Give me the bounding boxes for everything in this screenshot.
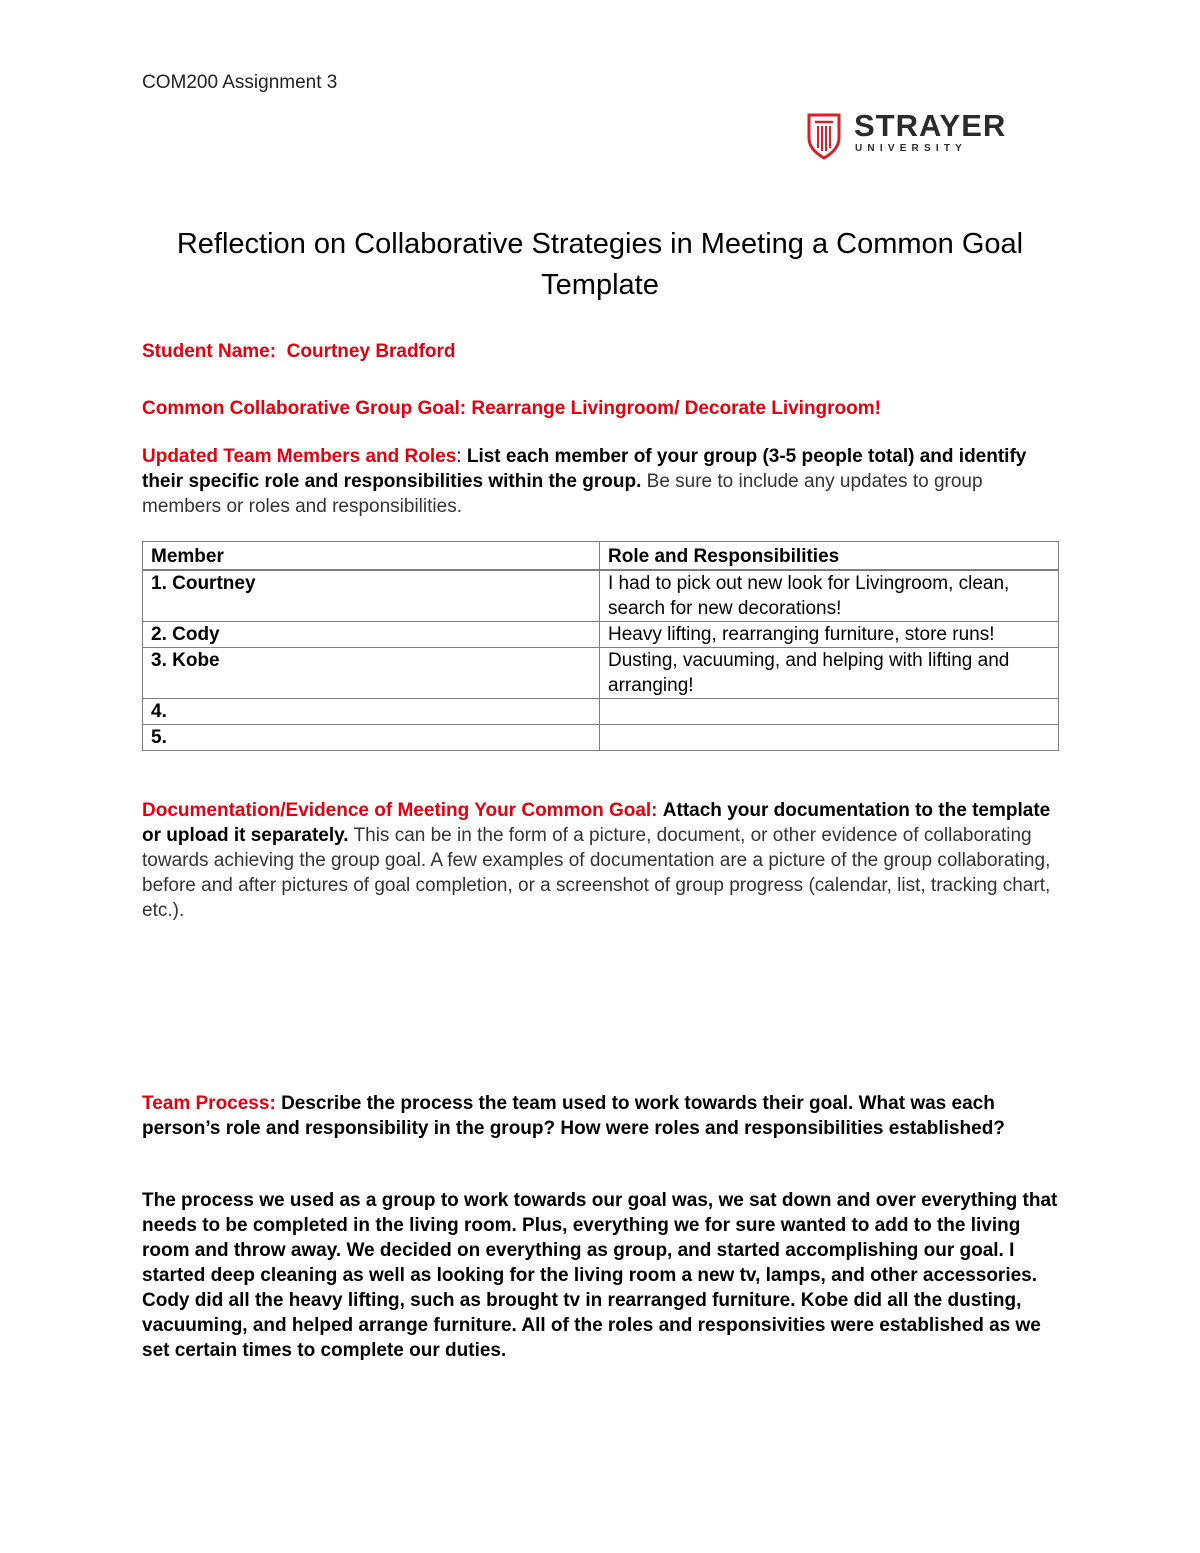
team-roles-table xyxy=(142,541,1059,751)
member-cell: 4. xyxy=(143,699,600,725)
title-line-2: Template xyxy=(541,269,659,301)
role-cell xyxy=(600,699,1059,725)
group-goal-line xyxy=(142,396,1062,421)
header-role: Role and Responsibilities xyxy=(600,542,1059,571)
team-members-bold-text: List each member of your group (3-5 people total) and identify their specific role and responsibilities within the group. xyxy=(142,446,1027,492)
table-row xyxy=(143,725,1059,751)
documentation-section xyxy=(142,798,1062,923)
team-members-instructions xyxy=(142,444,1062,519)
team-process-label: Team Process: xyxy=(142,1093,276,1114)
group-goal-value: Rearrange Livingroom/ Decorate Livingroom! xyxy=(471,398,881,419)
table-row xyxy=(143,570,1059,622)
group-goal-label: Common Collaborative Group Goal: xyxy=(142,398,467,419)
documentation-bold-text: Attach your documentation to the template or upload it separately. xyxy=(142,800,1051,846)
role-cell: Heavy lifting, rearranging furniture, store runs! xyxy=(600,622,1059,648)
table-row xyxy=(143,622,1059,648)
role-cell xyxy=(600,725,1059,751)
role-cell: Dusting, vacuuming, and helping with lifting and arranging! xyxy=(600,648,1059,699)
team-process-question: Describe the process the team used to work towards their goal. What was each person’s role and responsibility in the group? How were roles and responsibilities established? xyxy=(142,1093,1005,1139)
member-cell: 1. Courtney xyxy=(143,570,600,622)
team-members-plain-text: Be sure to include any updates to group members or roles and responsibilities. xyxy=(142,471,983,517)
shield-icon xyxy=(806,112,846,160)
documentation-label: Documentation/Evidence of Meeting Your Common Goal: xyxy=(142,800,658,821)
team-process-prompt xyxy=(142,1091,1062,1141)
documentation-plain-text: This can be in the form of a picture, document, or other evidence of collaborating towards achieving the group goal. A few examples of documentation are a picture of the group collaborating, before and after pictures of goal completion, or a screenshot of group progress (calendar, list, tracking chart, etc.). xyxy=(142,825,1051,921)
member-cell: 3. Kobe xyxy=(143,648,600,699)
role-cell: I had to pick out new look for Livingroom, clean, search for new decorations! xyxy=(600,570,1059,622)
table-header-row xyxy=(143,542,1059,571)
student-name-label: Student Name: xyxy=(142,341,277,362)
title-line-1: Reflection on Collaborative Strategies in Meeting a Common Goal xyxy=(176,228,1024,260)
team-members-label: Updated Team Members and Roles xyxy=(142,446,457,467)
table-row xyxy=(143,648,1059,699)
student-name-value: Courtney Bradford xyxy=(286,341,456,362)
page-title xyxy=(100,224,1100,306)
team-members-colon: : xyxy=(456,446,462,467)
course-header: COM200 Assignment 3 xyxy=(142,72,338,93)
logo-subtitle: UNIVERSITY xyxy=(855,143,968,154)
university-logo xyxy=(806,108,1016,160)
header-member: Member xyxy=(143,542,600,571)
student-name-line xyxy=(142,339,1062,364)
member-cell: 5. xyxy=(143,725,600,751)
team-process-answer: The process we used as a group to work towards our goal was, we sat down and over everything that needs to be completed in the living room. Plus, everything we for sure wanted to add to the living room and throw away. We decided on everything as group, and started accomplishing our goal. I started deep cleaning as well as looking for the living room a new tv, lamps, and other accessories. Cody did all the heavy lifting, such as brought tv in rearranged furniture. Kobe did all the dusting, vacuuming, and helped arrange furniture. All of the roles and responsivities were established as we set certain times to complete our duties. xyxy=(142,1190,1058,1361)
table-row xyxy=(143,699,1059,725)
member-cell: 2. Cody xyxy=(143,622,600,648)
logo-name: STRAYER xyxy=(854,108,1007,143)
